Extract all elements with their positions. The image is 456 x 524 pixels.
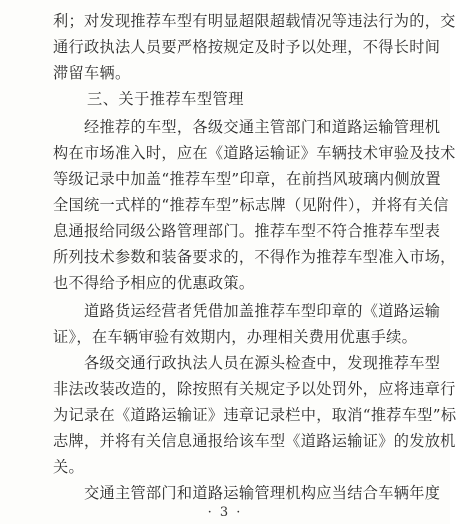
paragraph-line: 息通报给同级公路管理部门。推荐车型不符合推荐车型表 xyxy=(53,222,441,240)
paragraph-line: 构在市场准入时，应在《道路运输证》车辆技术审验及技术 xyxy=(53,144,456,162)
paragraph-line: 交通主管部门和道路运输管理机构应当结合车辆年度 xyxy=(84,484,441,502)
paragraph-line: 志牌，并将有关信息通报给该车型《道路运输证》的发放机 xyxy=(53,432,456,450)
paragraph-line: 道路货运经营者凭借加盖推荐车型印章的《道路运输 xyxy=(84,302,441,320)
paragraph-line: 等级记录中加盖“推荐车型”印章，在前挡风玻璃内侧放置 xyxy=(53,170,441,188)
paragraph-line: 证》，在车辆审验有效期内，办理相关费用优惠手续。 xyxy=(53,328,418,346)
page-number: · 3 · xyxy=(207,505,243,520)
paragraph-line: 关。 xyxy=(53,458,84,476)
paragraph-line: 滞留车辆。 xyxy=(53,64,131,82)
paragraph-line: 全国统一式样的“推荐车型”标志牌（见附件），并将有关信 xyxy=(53,196,449,214)
paragraph-line: 利；对发现推荐车型有明显超限超载情况等违法行为的，交 xyxy=(53,12,456,30)
paragraph-line: 所列技术参数和装备要求的，不得作为推荐车型准入市场， xyxy=(53,248,456,266)
paragraph-line: 非法改装改造的，除按照有关规定予以处罚外，应将违章行 xyxy=(53,380,456,398)
paragraph-line: 各级交通行政执法人员在源头检查中，发现推荐车型 xyxy=(84,354,441,372)
section-heading: 三、关于推荐车型管理 xyxy=(87,90,244,108)
paragraph-line: 经推荐的车型，各级交通主管部门和道路运输管理机 xyxy=(84,118,441,136)
paragraph-line: 也不得给予相应的优惠政策。 xyxy=(53,274,255,292)
paragraph-line: 为记录在《道路运输证》违章记录栏中，取消“推荐车型”标 xyxy=(53,406,456,424)
paragraph-line: 通行政执法人员要严格按规定及时予以处理，不得长时间 xyxy=(53,38,441,56)
